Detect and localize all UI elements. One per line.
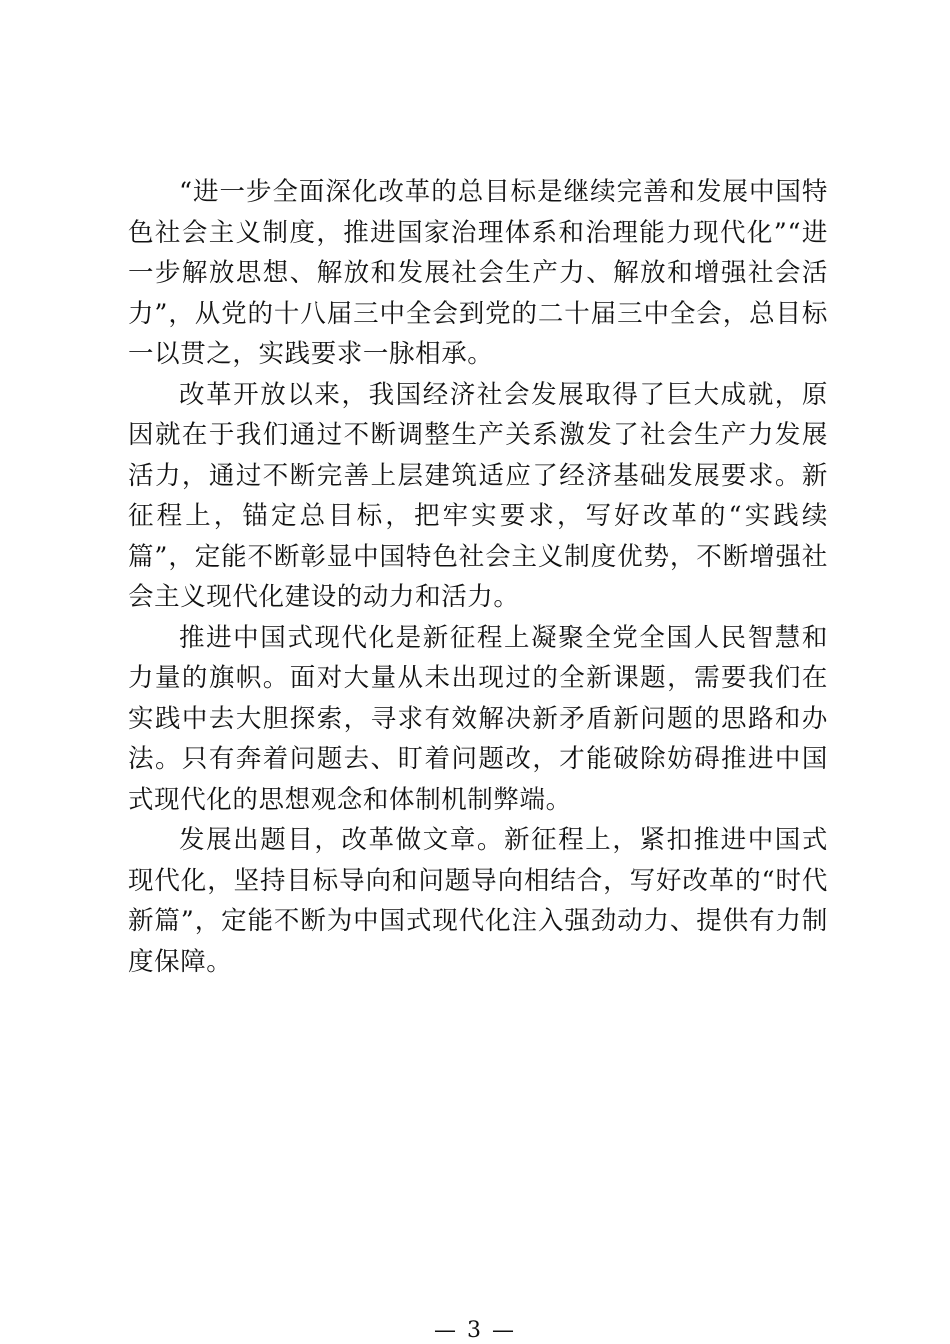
paragraph-4: 发展出题目，改革做文章。新征程上，紧扣推进中国式现代化，坚持目标导向和问题导向相结合，写好改革的“时代新篇”，定能不断为中国式现代化注入强劲动力、提供有力制度保障。 xyxy=(128,825,828,977)
paragraph-2: 改革开放以来，我国经济社会发展取得了巨大成就，原因就在于我们通过不断调整生产关系激发了社会生产力发展活力，通过不断完善上层建筑适应了经济基础发展要求。新征程上，锚定总目标，把牢实要求，写好改革的“实践续篇”，定能不断彰显中国特色社会主义制度优势，不断增强社会主义现代化建设的动力和活力。 xyxy=(128,379,828,612)
paragraph-3: 推进中国式现代化是新征程上凝聚全党全国人民智慧和力量的旗帜。面对大量从未出现过的全新课题，需要我们在实践中去大胆探索，寻求有效解决新矛盾新问题的思路和办法。只有奔着问题去、盯着问题改，才能破除妨碍推进中国式现代化的思想观念和体制机制弊端。 xyxy=(128,622,828,815)
article-body xyxy=(128,172,828,982)
page-number: — 3 — xyxy=(434,1318,516,1343)
paragraph-1: “进一步全面深化改革的总目标是继续完善和发展中国特色社会主义制度，推进国家治理体系和治理能力现代化”“进一步解放思想、解放和发展社会生产力、解放和增强社会活力”，从党的十八届三中全会到党的二十届三中全会，总目标一以贯之，实践要求一脉相承。 xyxy=(128,177,828,369)
